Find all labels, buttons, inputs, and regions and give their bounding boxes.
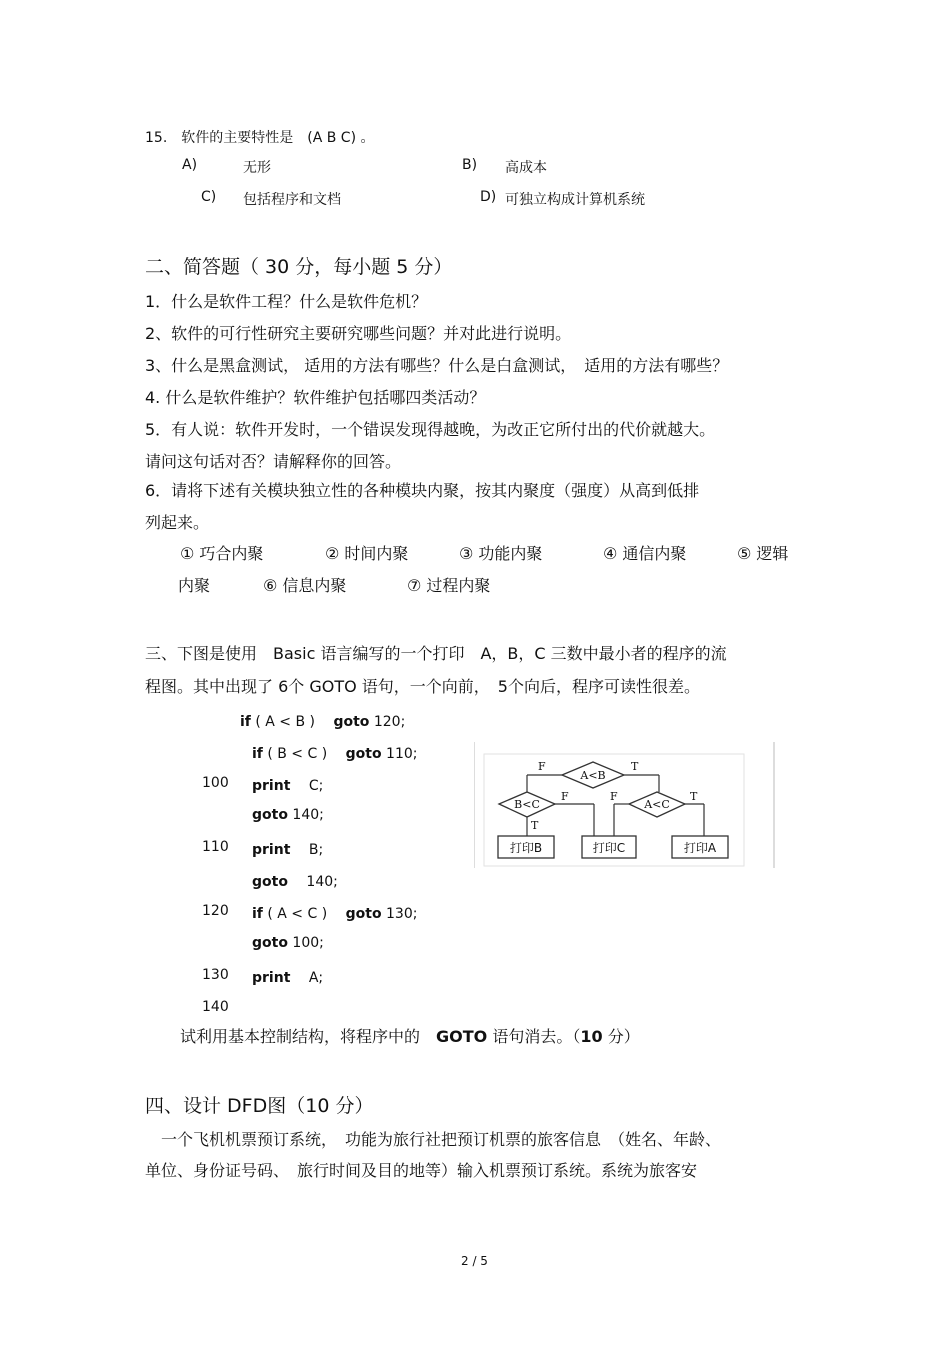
section4-line-1: 一个飞机机票预订系统， 功能为旅行社把预订机票的旅客信息 （姓名、年龄、	[145, 1130, 722, 1149]
cohesion-6: ⑥ 信息内聚	[263, 576, 347, 595]
q15-option-c-text: 包括程序和文档	[243, 192, 341, 208]
flowchart-d2-label: B<C	[514, 798, 540, 811]
code-text: ( B < C )	[267, 746, 342, 762]
section2-item-3: 3、什么是黑盒测试， 适用的方法有哪些？什么是白盒测试， 适用的方法有哪些？	[145, 356, 729, 375]
code-text: ( A < B )	[255, 714, 329, 730]
code-line-5	[252, 839, 323, 859]
cohesion-2: ② 时间内聚	[325, 544, 409, 563]
code-text: C;	[294, 778, 324, 794]
code-keyword: goto	[252, 935, 288, 951]
code-label: 120	[202, 903, 229, 919]
flowchart-t-label: T	[631, 760, 639, 773]
code-text: 140;	[292, 874, 338, 890]
code-keyword: goto	[345, 906, 382, 922]
code-keyword: goto	[252, 874, 288, 890]
code-keyword: if	[252, 906, 263, 922]
task-text: 分）	[602, 1027, 640, 1046]
code-line-9	[252, 967, 323, 987]
flowchart-box-c-label: 打印C	[592, 841, 626, 855]
section4-heading: 四、设计 DFD图（10 分）	[145, 1095, 374, 1117]
code-text: ( A < C )	[267, 906, 342, 922]
q15-option-c-key: C)	[201, 189, 217, 205]
flowchart-t-label: T	[690, 790, 698, 803]
section4-line-2: 单位、身份证号码、 旅行时间及目的地等）输入机票预订系统。系统为旅客安	[145, 1161, 698, 1180]
code-label: 100	[202, 775, 229, 791]
section2-item-5-cont: 请问这句话对否？请解释你的回答。	[145, 452, 402, 471]
task-text: 试利用基本控制结构，将程序中的	[180, 1027, 437, 1046]
flowchart-d3-label: A<C	[644, 798, 670, 811]
flowchart-t-label: T	[531, 819, 539, 832]
cohesion-1: ① 巧合内聚	[180, 544, 264, 563]
code-target: 130;	[386, 906, 418, 922]
code-line-8	[252, 935, 324, 951]
code-text: 100;	[292, 935, 324, 951]
q15-option-b-text: 高成本	[505, 160, 547, 176]
section2-item-4: 4. 什么是软件维护？软件维护包括哪四类活动？	[145, 388, 486, 407]
q15-option-a-key: A)	[182, 157, 198, 173]
code-line-2	[252, 743, 418, 763]
code-keyword: print	[252, 842, 291, 858]
code-line-3	[252, 775, 323, 795]
section2-item-1: 1．什么是软件工程？什么是软件危机？	[145, 292, 428, 311]
code-target: 110;	[386, 746, 418, 762]
code-text: 140;	[292, 807, 324, 823]
q15-stem: 15. 软件的主要特性是 (A B C) 。	[145, 130, 375, 146]
task-score: 10	[580, 1027, 603, 1046]
flowchart-f-label: F	[561, 790, 569, 803]
flowchart-diagram	[474, 740, 776, 870]
code-label: 110	[202, 839, 229, 855]
cohesion-4: ④ 通信内聚	[603, 544, 687, 563]
code-line-7	[252, 903, 417, 923]
section3-intro-1: 三、下图是使用 Basic 语言编写的一个打印 A，B，C 三数中最小者的程序的流	[145, 644, 727, 663]
code-keyword: goto	[333, 714, 370, 730]
flowchart-box-b-label: 打印B	[509, 841, 543, 855]
cohesion-5: ⑤ 逻辑	[737, 544, 789, 563]
q15-option-d-text: 可独立构成计算机系统	[505, 192, 645, 208]
code-target: 120;	[373, 714, 406, 730]
flowchart-f-label: F	[610, 790, 618, 803]
q15-option-b-key: B)	[462, 157, 478, 173]
flowchart-box-a-label: 打印A	[683, 841, 717, 855]
cohesion-7: ⑦ 过程内聚	[407, 576, 491, 595]
section2-item-5: 5．有人说：软件开发时，一个错误发现得越晚，为改正它所付出的代价就越大。	[145, 420, 716, 439]
section2-heading: 二、简答题（ 30 分，每小题 5 分）	[145, 256, 453, 278]
task-text: 语句消去。（	[487, 1027, 581, 1046]
code-keyword: print	[252, 970, 291, 986]
page-number: 2 / 5	[461, 1254, 488, 1268]
code-keyword: goto	[345, 746, 382, 762]
code-keyword: print	[252, 778, 291, 794]
q15-option-d-key: D)	[480, 189, 497, 205]
code-keyword: if	[252, 746, 263, 762]
section2-item-6: 6．请将下述有关模块独立性的各种模块内聚，按其内聚度（强度）从高到低排	[145, 481, 700, 500]
code-line-4	[252, 807, 324, 823]
code-text: B;	[294, 842, 324, 858]
flowchart-d1-label: A<B	[580, 769, 606, 782]
code-keyword: goto	[252, 807, 288, 823]
code-line-6	[252, 871, 338, 891]
code-keyword: if	[240, 714, 251, 730]
code-label: 130	[202, 967, 229, 983]
task-goto: GOTO	[436, 1027, 488, 1046]
section3-task	[180, 1024, 640, 1047]
q15-option-a-text: 无形	[243, 160, 271, 176]
cohesion-3: ③ 功能内聚	[459, 544, 543, 563]
section2-item-6-cont: 列起来。	[145, 513, 210, 532]
flowchart-f-label: F	[538, 760, 546, 773]
section3-intro-2: 程图。其中出现了 6个 GOTO 语句，一个向前， 5个向后，程序可读性很差。	[145, 677, 700, 696]
cohesion-5-cont: 内聚	[178, 576, 211, 595]
code-text: A;	[294, 970, 324, 986]
code-line-1	[240, 711, 405, 731]
code-label: 140	[202, 999, 229, 1015]
section2-item-2: 2、软件的可行性研究主要研究哪些问题？并对此进行说明。	[145, 324, 572, 343]
